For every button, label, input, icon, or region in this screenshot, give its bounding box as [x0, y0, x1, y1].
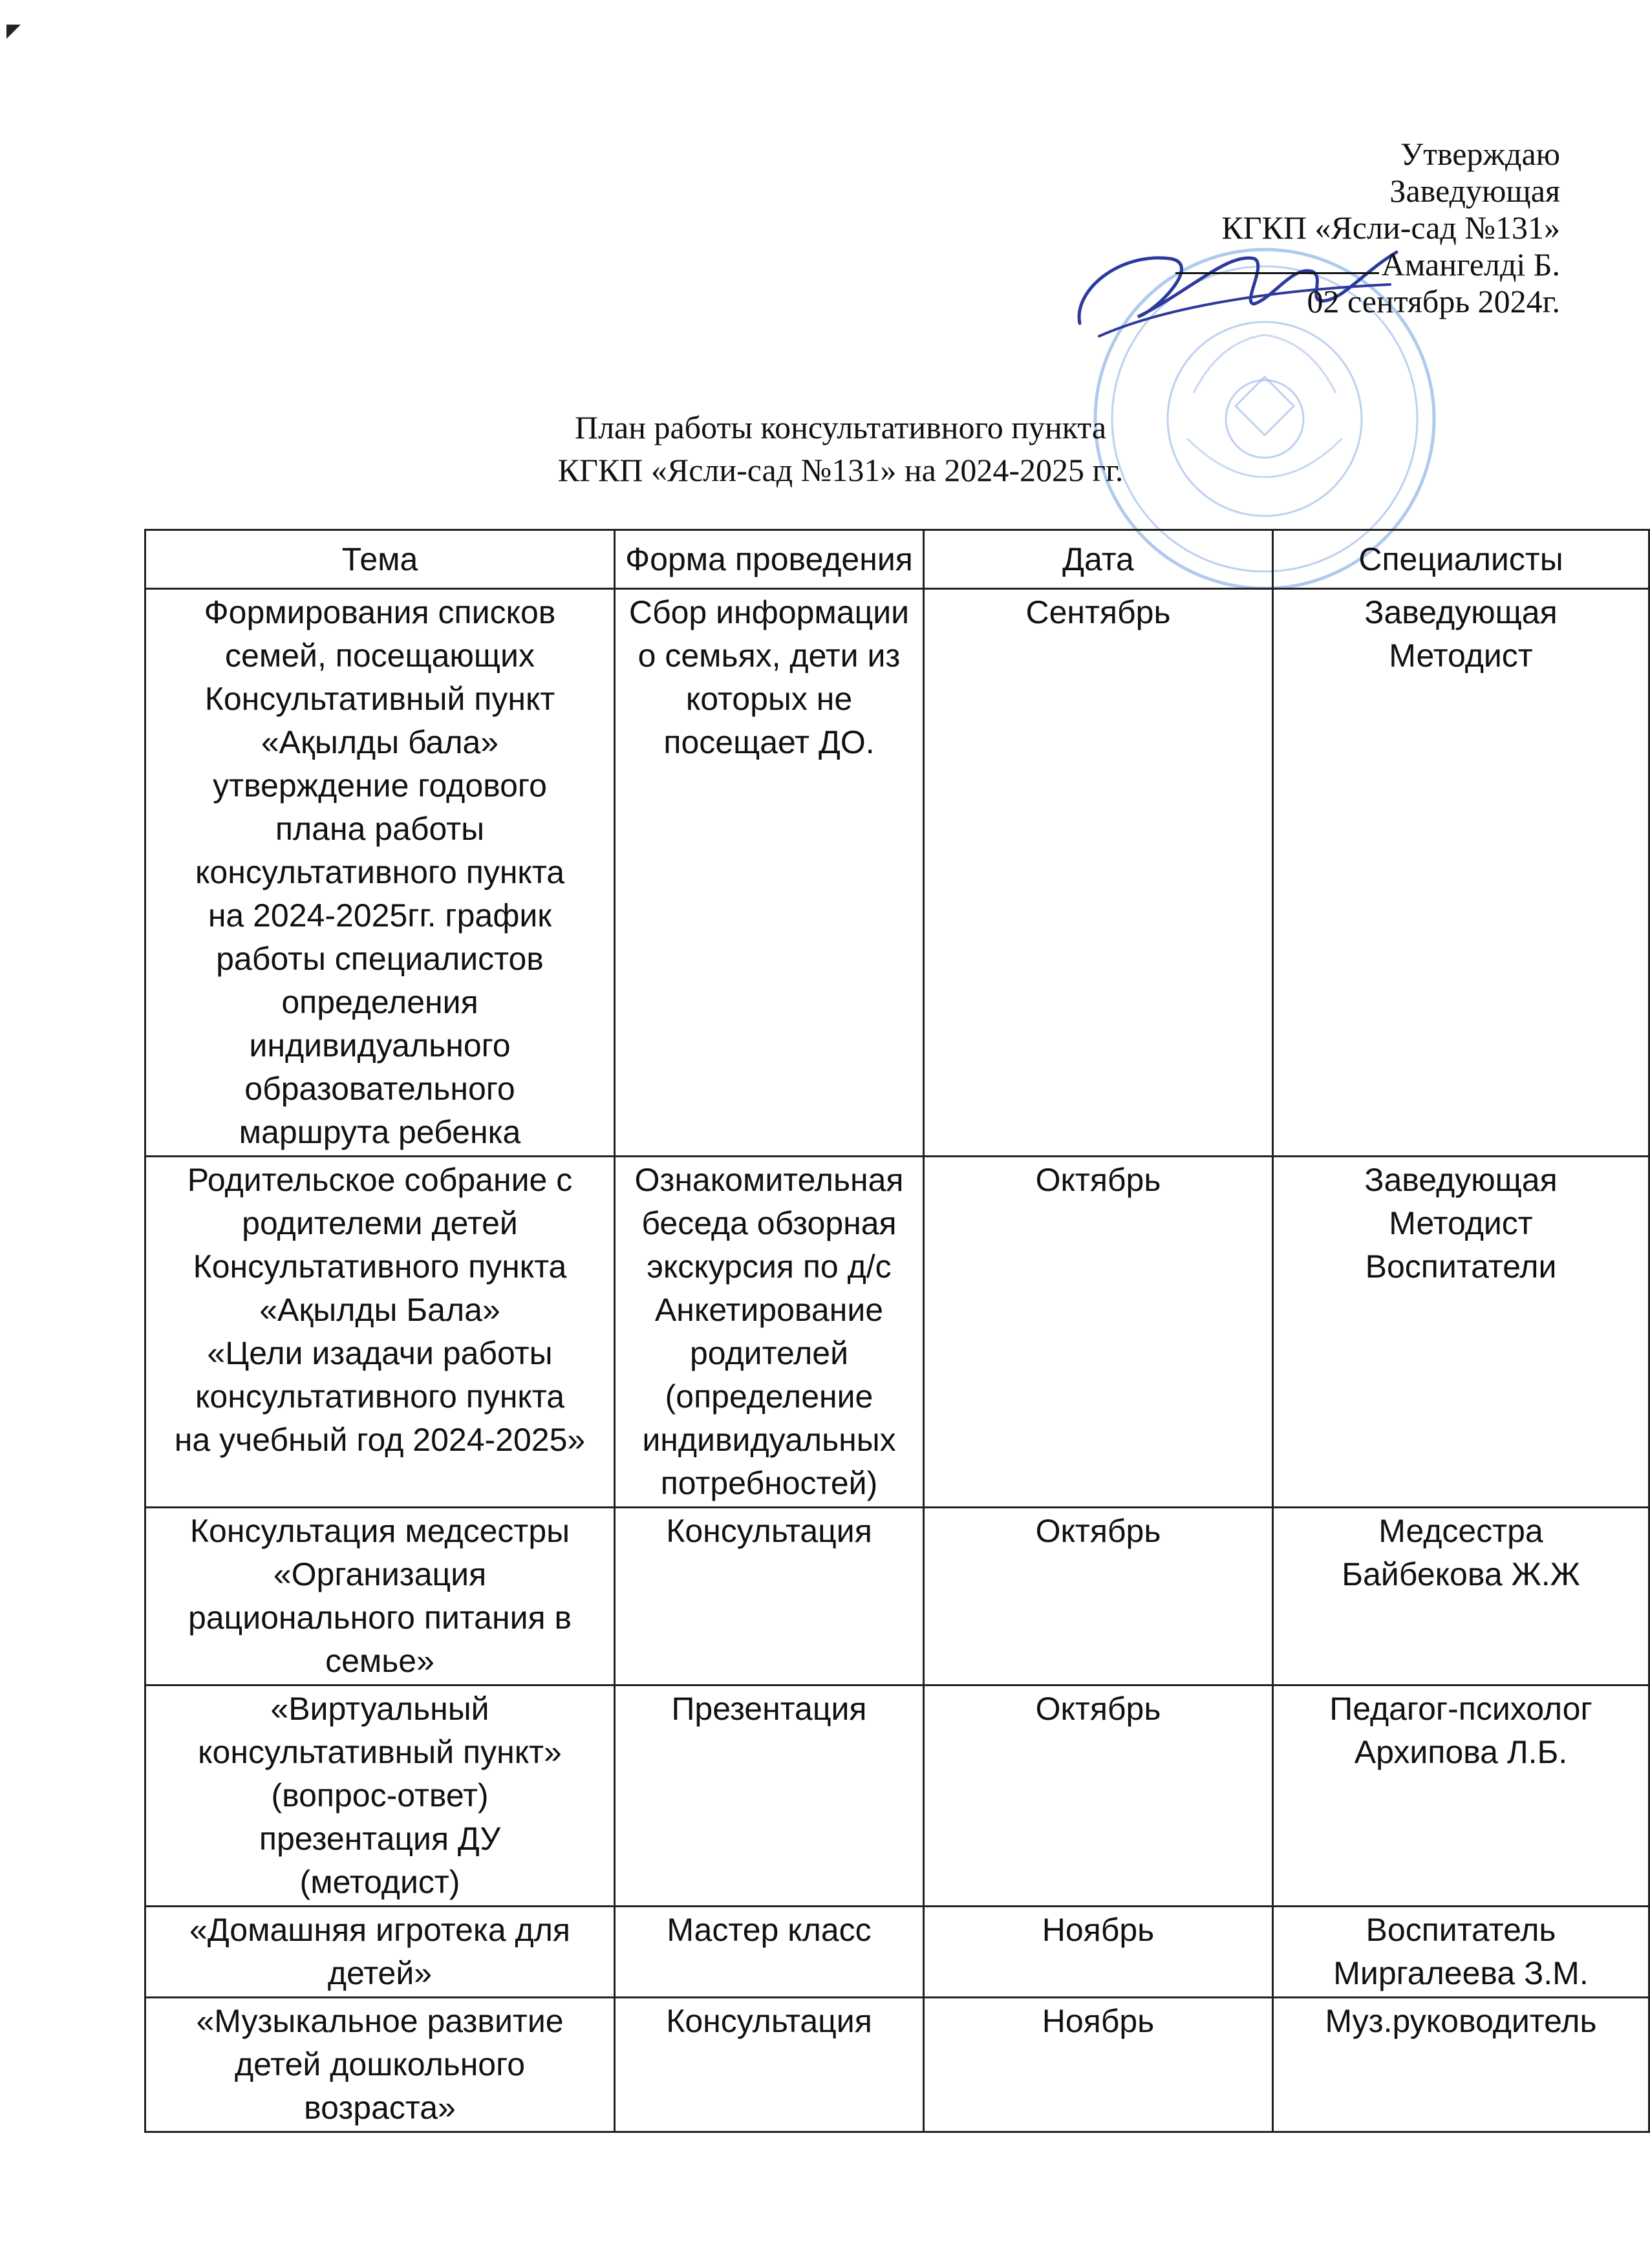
specialist-line: Методист: [1389, 1205, 1533, 1241]
form-line: потребностей): [660, 1465, 878, 1501]
specialist-line: Байбекова Ж.Ж: [1342, 1556, 1580, 1592]
cell-form: [615, 1907, 924, 1998]
table-header-row: [145, 530, 1649, 589]
topic-line: консультативный пункт»: [198, 1734, 562, 1770]
specialist-line: Педагог-психолог: [1329, 1691, 1592, 1727]
form-line: о семьях, дети из: [638, 637, 901, 674]
approval-name: Амангелді Б.: [1381, 246, 1560, 283]
cell-specialists: [1273, 1157, 1649, 1508]
cell-topic: [145, 1998, 615, 2132]
form-line: экскурсия по д/с: [647, 1248, 892, 1285]
form-line: посещает ДО.: [663, 724, 875, 760]
topic-line: консультативного пункта: [195, 854, 565, 890]
table-row: [145, 1508, 1649, 1685]
table-row: [145, 1907, 1649, 1998]
form-line: Сбор информации: [628, 594, 910, 630]
table-row: [145, 1157, 1649, 1508]
cell-topic: [145, 1907, 615, 1998]
topic-line: индивидуального: [249, 1027, 511, 1064]
topic-line: «Цели изадачи работы: [207, 1335, 553, 1371]
cell-form: [615, 1157, 924, 1508]
cell-date: Ноябрь: [924, 1998, 1273, 2132]
specialist-line: Заведующая: [1364, 594, 1558, 630]
topic-line: Консультативного пункта: [193, 1248, 567, 1285]
cell-topic: [145, 1685, 615, 1907]
topic-line: утверждение годового: [213, 767, 547, 804]
form-line: индивидуальных: [642, 1422, 896, 1458]
header-date: Дата: [924, 530, 1273, 589]
topic-line: презентация ДУ: [259, 1821, 501, 1857]
cell-date: Ноябрь: [924, 1907, 1273, 1998]
cell-date: Октябрь: [924, 1685, 1273, 1907]
approval-organization: КГКП «Ясли-сад №131»: [1221, 209, 1560, 246]
cell-specialists: [1273, 1685, 1649, 1907]
topic-line: консультативного пункта: [195, 1378, 565, 1415]
header-topic: Тема: [145, 530, 615, 589]
cell-form: [615, 1685, 924, 1907]
form-line: Ознакомительная: [634, 1162, 904, 1198]
form-line: которых не: [685, 681, 853, 717]
cell-form: [615, 589, 924, 1157]
form-line: Мастер класс: [667, 1912, 872, 1948]
cell-date: Октябрь: [924, 1157, 1273, 1508]
specialist-line: Воспитатель: [1366, 1912, 1556, 1948]
topic-line: детей дошкольного: [234, 2046, 526, 2082]
specialist-line: Архипова Л.Б.: [1354, 1734, 1568, 1770]
topic-line: образовательного: [244, 1071, 515, 1107]
topic-line: «Организация: [273, 1556, 487, 1592]
form-line: беседа обзорная: [641, 1205, 897, 1241]
cell-topic: [145, 1508, 615, 1685]
topic-line: возраста»: [304, 2090, 456, 2126]
specialist-line: Заведующая: [1364, 1162, 1558, 1198]
cell-topic: [145, 589, 615, 1157]
cell-specialists: [1273, 589, 1649, 1157]
approval-approve: Утверждаю: [1400, 136, 1560, 172]
topic-line: (вопрос-ответ): [271, 1777, 489, 1813]
topic-line: «Домашняя игротека для: [189, 1912, 570, 1948]
form-line: родителей: [689, 1335, 849, 1371]
header-form: Форма проведения: [615, 530, 924, 589]
specialist-line: Муз.руководитель: [1325, 2003, 1597, 2039]
topic-line: маршрута ребенка: [239, 1114, 521, 1150]
approval-signatory: [1175, 246, 1560, 283]
table-row: [145, 589, 1649, 1157]
topic-line: Родительское собрание с: [187, 1162, 573, 1198]
document-title: [453, 406, 1228, 491]
approval-date: 02 сентябрь 2024г.: [1307, 283, 1560, 319]
header-specialists: Специалисты: [1273, 530, 1649, 589]
topic-line: на учебный год 2024-2025»: [174, 1422, 586, 1458]
form-line: Презентация: [671, 1691, 867, 1727]
cell-specialists: [1273, 1508, 1649, 1685]
form-line: Анкетирование: [654, 1292, 884, 1328]
approval-position: Заведующая: [1389, 173, 1560, 209]
specialist-line: Медсестра: [1378, 1513, 1543, 1549]
cell-date: Октябрь: [924, 1508, 1273, 1685]
topic-line: на 2024-2025гг. график: [208, 897, 552, 934]
specialist-line: Воспитатели: [1365, 1248, 1557, 1285]
cell-date: Сентябрь: [924, 589, 1273, 1157]
specialist-line: Методист: [1389, 637, 1533, 674]
topic-line: «Ақылды Бала»: [259, 1292, 500, 1328]
plan-table: [144, 529, 1650, 2133]
cell-topic: [145, 1157, 615, 1508]
topic-line: Формирования списков: [204, 594, 556, 630]
form-line: (определение: [665, 1378, 873, 1415]
topic-line: родителеми детей: [242, 1205, 518, 1241]
topic-line: «Виртуальный: [270, 1691, 489, 1727]
topic-line: семей, посещающих: [225, 637, 535, 674]
table-row: [145, 1685, 1649, 1907]
cell-specialists: [1273, 1907, 1649, 1998]
topic-line: Консультативный пункт: [204, 681, 555, 717]
topic-line: рационального питания в: [188, 1599, 572, 1636]
topic-line: детей»: [327, 1955, 433, 1991]
signature-line: [1175, 272, 1379, 274]
topic-line: «Ақылды бала»: [261, 724, 499, 760]
form-line: Консультация: [666, 1513, 872, 1549]
form-line: Консультация: [666, 2003, 872, 2039]
cell-form: [615, 1508, 924, 1685]
topic-line: семье»: [325, 1643, 434, 1679]
cell-form: [615, 1998, 924, 2132]
topic-line: (методист): [299, 1864, 460, 1900]
cell-specialists: [1273, 1998, 1649, 2132]
table-row: [145, 1998, 1649, 2132]
table-body: [145, 589, 1649, 2132]
topic-line: плана работы: [275, 811, 485, 847]
approval-block: [1175, 136, 1560, 320]
title-line-2: КГКП «Ясли-сад №131» на 2024-2025 гг.: [557, 452, 1124, 488]
topic-line: определения: [281, 984, 478, 1020]
topic-line: Консультация медсестры: [189, 1513, 570, 1549]
title-line-1: План работы консультативного пункта: [574, 409, 1107, 445]
scan-corner-mark: [6, 25, 21, 39]
topic-line: работы специалистов: [216, 941, 544, 977]
topic-line: «Музыкальное развитие: [196, 2003, 564, 2039]
specialist-line: Миргалеева З.М.: [1333, 1955, 1589, 1991]
